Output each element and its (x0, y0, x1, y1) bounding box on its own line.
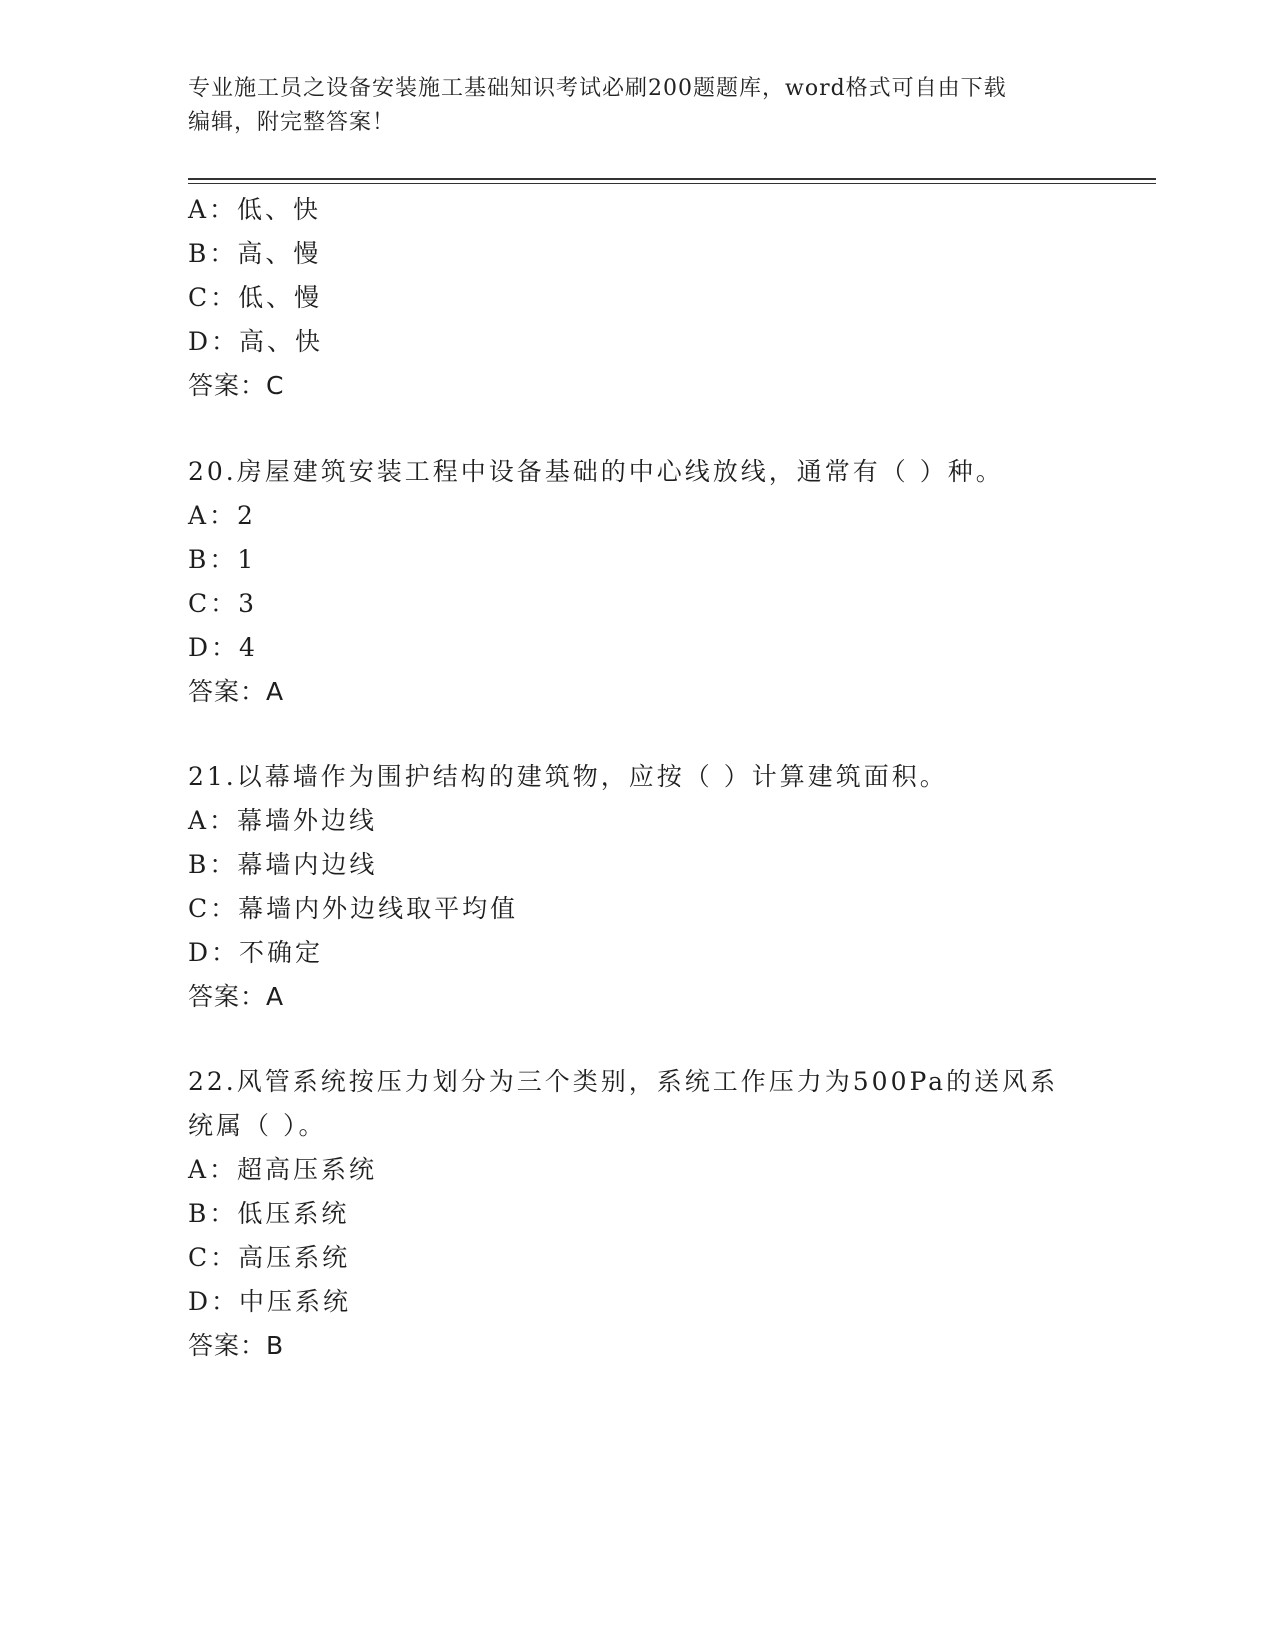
q22-option-c: C：高压系统 (188, 1243, 351, 1272)
q21-option-c: C：幕墙内外边线取平均值 (188, 894, 519, 923)
q20-question: 20.房屋建筑安装工程中设备基础的中心线放线，通常有（ ）种。 (188, 457, 1004, 486)
header-line-2: 编辑，附完整答案！ (188, 110, 396, 135)
q20-option-b: B：1 (188, 545, 257, 574)
q19-option-c: C：低、慢 (188, 283, 323, 312)
q20-option-c: C：3 (188, 589, 258, 618)
q21-option-b: B：幕墙内边线 (188, 850, 378, 879)
q19-option-d: D：高、快 (188, 327, 324, 356)
q19-option-a: A：低、快 (188, 195, 322, 224)
header-divider-thin (188, 183, 1156, 184)
q22-option-a: A：超高压系统 (188, 1155, 378, 1184)
q20-answer: 答案：A (188, 677, 285, 706)
header-divider-thick (188, 178, 1156, 180)
q21-option-a: A：幕墙外边线 (188, 806, 378, 835)
q21-option-d: D：不确定 (188, 938, 324, 967)
q20-option-d: D：4 (188, 633, 258, 662)
q19-option-b: B：高、慢 (188, 239, 322, 268)
q22-question-line-2: 统属（ ）。 (188, 1111, 327, 1140)
q19-answer: 答案：C (188, 371, 285, 400)
q22-question-line-1: 22.风管系统按压力划分为三个类别，系统工作压力为500Pa的送风系 (188, 1067, 1059, 1096)
document-header (188, 72, 1068, 140)
q22-answer: 答案：B (188, 1331, 285, 1360)
q21-question: 21.以幕墙作为围护结构的建筑物，应按（ ）计算建筑面积。 (188, 762, 948, 791)
q22-option-d: D：中压系统 (188, 1287, 352, 1316)
q22-option-b: B：低压系统 (188, 1199, 350, 1228)
q20-option-a: A：2 (188, 501, 256, 530)
q21-answer: 答案：A (188, 982, 285, 1011)
header-line-1: 专业施工员之设备安装施工基础知识考试必刷200题题库，word格式可自由下载 (188, 76, 1007, 101)
